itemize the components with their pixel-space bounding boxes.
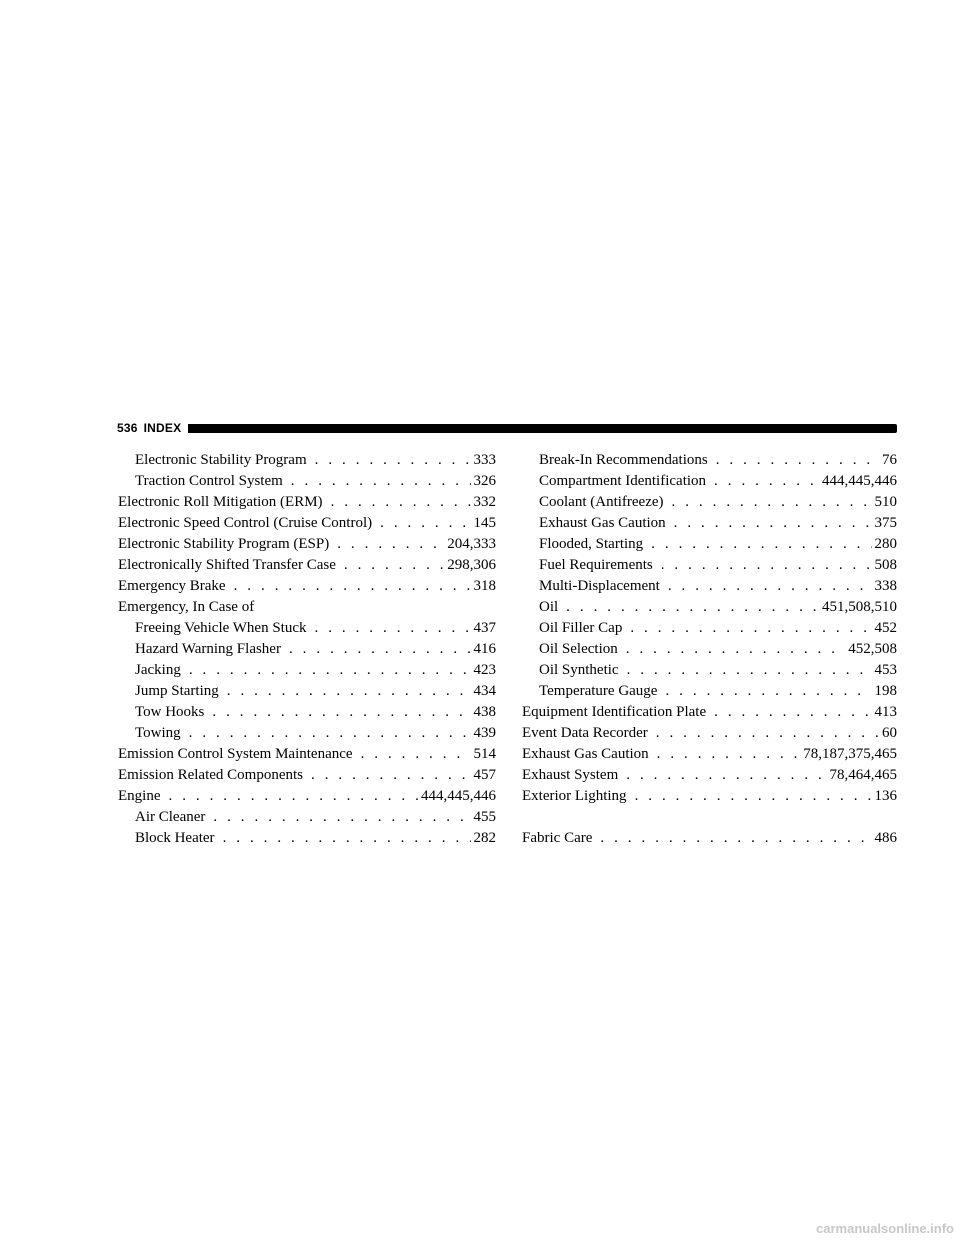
entry-label: Air Cleaner	[135, 809, 206, 825]
index-entry	[522, 765, 897, 786]
index-entry	[118, 513, 496, 534]
entry-label: Tow Hooks	[135, 704, 205, 720]
entry-page-ref: 280	[874, 536, 897, 552]
entry-page-ref: 78,187,375,465	[803, 746, 897, 762]
index-entry	[118, 744, 496, 765]
entry-page-ref: 438	[473, 704, 496, 720]
index-subentry	[118, 618, 496, 639]
dot-leader	[566, 597, 819, 618]
index-entry	[118, 534, 496, 555]
entry-label: Event Data Recorder	[522, 725, 648, 741]
dot-leader	[315, 450, 471, 471]
index-entry	[522, 828, 897, 849]
dot-leader	[714, 702, 871, 723]
dot-leader	[656, 723, 879, 744]
index-column-right	[522, 450, 897, 849]
entry-page-ref: 508	[874, 557, 897, 573]
index-entry	[118, 576, 496, 597]
dot-leader	[630, 618, 871, 639]
entry-label: Jump Starting	[135, 683, 219, 699]
entry-page-ref: 453	[874, 662, 897, 678]
entry-page-ref: 78,464,465	[829, 767, 897, 783]
watermark: carmanualsonline.info	[816, 1221, 954, 1236]
index-subentry	[118, 450, 496, 471]
index-entry	[522, 723, 897, 744]
index-subentry	[522, 471, 897, 492]
dot-leader	[361, 744, 471, 765]
dot-leader	[227, 681, 471, 702]
entry-page-ref: 451,508,510	[822, 599, 897, 615]
dot-leader	[651, 534, 871, 555]
entry-page-ref: 136	[874, 788, 897, 804]
entry-label: Electronic Stability Program	[135, 452, 307, 468]
entry-page-ref: 486	[874, 830, 897, 846]
index-subentry	[118, 723, 496, 744]
entry-page-ref: 444,445,446	[822, 473, 897, 489]
entry-page-ref: 145	[473, 515, 496, 531]
entry-page-ref: 444,445,446	[421, 788, 496, 804]
dot-leader	[600, 828, 871, 849]
entry-label: Break-In Recommendations	[539, 452, 708, 468]
entry-page-ref: 198	[874, 683, 897, 699]
entry-page-ref: 457	[473, 767, 496, 783]
entry-label: Fuel Requirements	[539, 557, 653, 573]
entry-label: Emergency Brake	[118, 578, 226, 594]
entry-label: Flooded, Starting	[539, 536, 644, 552]
entry-page-ref: 423	[473, 662, 496, 678]
entry-label: Emergency, In Case of	[118, 599, 255, 615]
index-subentry	[118, 807, 496, 828]
entry-page-ref: 332	[473, 494, 496, 510]
index-subentry	[118, 639, 496, 660]
entry-page-ref: 452,508	[848, 641, 897, 657]
entry-label: Hazard Warning Flasher	[135, 641, 281, 657]
dot-leader	[344, 555, 444, 576]
entry-label: Oil Selection	[539, 641, 618, 657]
entry-page-ref: 437	[473, 620, 496, 636]
entry-page-ref: 434	[473, 683, 496, 699]
dot-leader	[291, 471, 471, 492]
entry-page-ref: 282	[473, 830, 496, 846]
entry-page-ref: 333	[473, 452, 496, 468]
index-subentry	[118, 660, 496, 681]
index-subentry	[522, 618, 897, 639]
page-number: 536	[117, 421, 138, 435]
entry-label: Exhaust Gas Caution	[522, 746, 649, 762]
index-entry	[118, 786, 496, 807]
index-entry	[522, 786, 897, 807]
dot-leader	[668, 576, 872, 597]
dot-leader	[212, 702, 470, 723]
entry-label: Electronic Roll Mitigation (ERM)	[118, 494, 323, 510]
entry-page-ref: 204,333	[447, 536, 496, 552]
dot-leader	[714, 471, 819, 492]
entry-label: Oil	[539, 599, 559, 615]
entry-page-ref: 338	[874, 578, 897, 594]
dot-leader	[626, 765, 826, 786]
entry-page-ref: 76	[882, 452, 897, 468]
index-subentry	[522, 555, 897, 576]
index-subentry	[522, 450, 897, 471]
dot-leader	[672, 492, 872, 513]
entry-page-ref: 514	[473, 746, 496, 762]
index-subentry	[522, 576, 897, 597]
entry-page-ref: 510	[874, 494, 897, 510]
entry-label: Multi-Displacement	[539, 578, 660, 594]
entry-page-ref: 452	[874, 620, 897, 636]
entry-label: Jacking	[135, 662, 181, 678]
entry-label: Compartment Identification	[539, 473, 707, 489]
entry-label: Freeing Vehicle When Stuck	[135, 620, 307, 636]
index-subentry	[118, 828, 496, 849]
entry-label: Electronic Speed Control (Cruise Control)	[118, 515, 373, 531]
index-subentry	[522, 513, 897, 534]
index-subentry	[522, 639, 897, 660]
entry-page-ref: 439	[473, 725, 496, 741]
entry-page-ref: 60	[882, 725, 897, 741]
index-subentry	[522, 492, 897, 513]
entry-label: Oil Filler Cap	[539, 620, 623, 636]
index-entry	[522, 702, 897, 723]
entry-label: Fabric Care	[522, 830, 593, 846]
dot-leader	[665, 681, 871, 702]
dot-leader	[234, 576, 471, 597]
index-entry	[522, 744, 897, 765]
dot-leader	[311, 765, 471, 786]
entry-page-ref: 416	[473, 641, 496, 657]
entry-label: Exhaust Gas Caution	[539, 515, 666, 531]
entry-label: Block Heater	[135, 830, 215, 846]
entry-page-ref: 318	[473, 578, 496, 594]
entry-label: Electronically Shifted Transfer Case	[118, 557, 336, 573]
entry-page-ref: 298,306	[447, 557, 496, 573]
entry-label: Emission Control System Maintenance	[118, 746, 353, 762]
dot-leader	[635, 786, 872, 807]
dot-leader	[380, 513, 470, 534]
index-entry	[118, 555, 496, 576]
entry-page-ref: 413	[874, 704, 897, 720]
index-subentry	[522, 534, 897, 555]
index-entry	[118, 597, 496, 618]
entry-label: Exterior Lighting	[522, 788, 627, 804]
index-subentry	[522, 681, 897, 702]
dot-leader	[331, 492, 471, 513]
dot-leader	[716, 450, 879, 471]
page-header	[117, 420, 897, 436]
dot-leader	[189, 723, 471, 744]
dot-leader	[657, 744, 801, 765]
entry-label: Towing	[135, 725, 181, 741]
dot-leader	[189, 660, 471, 681]
entry-page-ref: 455	[473, 809, 496, 825]
dot-leader	[661, 555, 872, 576]
entry-label: Traction Control System	[135, 473, 283, 489]
index-subentry	[118, 471, 496, 492]
dot-leader	[337, 534, 444, 555]
section-title: INDEX	[143, 421, 182, 435]
index-subentry	[522, 597, 897, 618]
header-rule	[188, 424, 897, 433]
dot-leader	[626, 639, 846, 660]
entry-label: Emission Related Components	[118, 767, 303, 783]
entry-label: Equipment Identification Plate	[522, 704, 707, 720]
index-subentry	[118, 702, 496, 723]
entry-label: Coolant (Antifreeze)	[539, 494, 664, 510]
index-subentry	[522, 660, 897, 681]
dot-leader	[169, 786, 419, 807]
index-subentry	[118, 681, 496, 702]
entry-page-ref: 326	[473, 473, 496, 489]
entry-label: Electronic Stability Program (ESP)	[118, 536, 330, 552]
dot-leader	[674, 513, 872, 534]
index-column-left	[118, 450, 496, 849]
dot-leader	[627, 660, 872, 681]
dot-leader	[213, 807, 470, 828]
entry-label: Oil Synthetic	[539, 662, 619, 678]
index-entry	[118, 492, 496, 513]
entry-label: Engine	[118, 788, 161, 804]
entry-page-ref: 375	[874, 515, 897, 531]
dot-leader	[289, 639, 471, 660]
dot-leader	[315, 618, 471, 639]
dot-leader	[223, 828, 471, 849]
index-entry	[118, 765, 496, 786]
entry-label: Temperature Gauge	[539, 683, 658, 699]
entry-label: Exhaust System	[522, 767, 619, 783]
